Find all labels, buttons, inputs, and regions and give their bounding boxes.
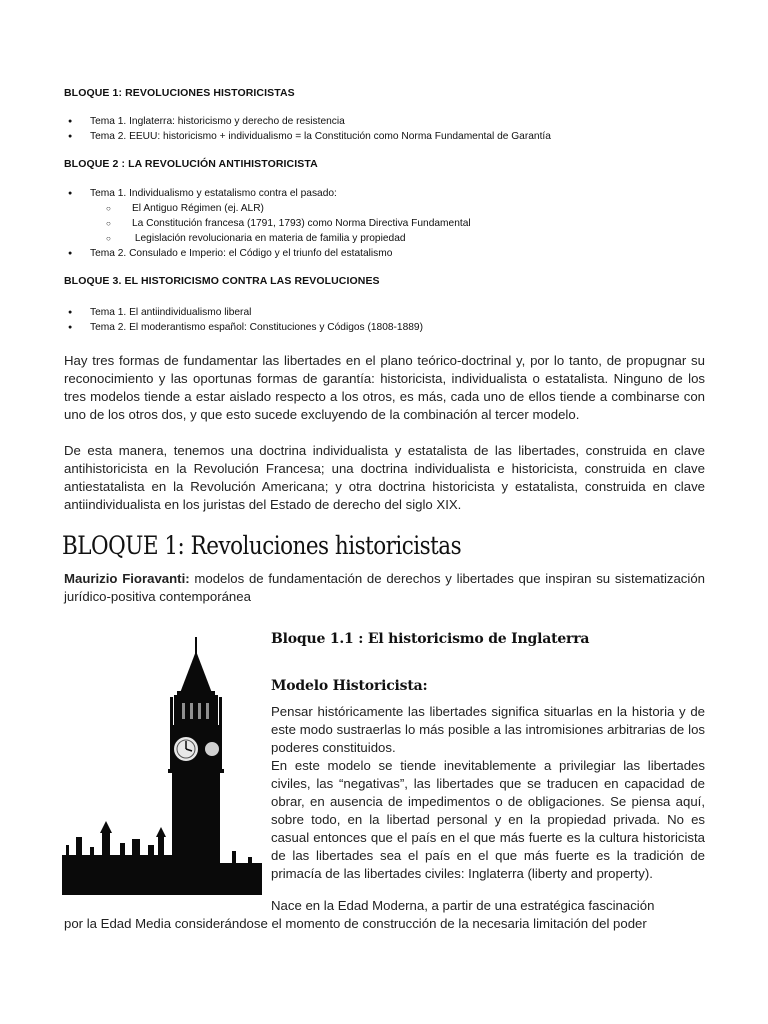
list-item: ● Tema 2. Consulado e Imperio: el Código y el triunfo del estatalismo bbox=[64, 246, 471, 261]
bloque2-list bbox=[64, 186, 471, 261]
big-ben-silhouette bbox=[62, 637, 262, 895]
bloque1-list bbox=[64, 114, 551, 144]
bloque2-sublist bbox=[64, 201, 471, 246]
author-name: Maurizio Fioravanti: bbox=[64, 571, 190, 586]
model-heading: Modelo Historicista: bbox=[271, 678, 428, 694]
model-paragraph-2: En este modelo se tiende inevitablemente a privilegiar las libertades civiles, las “negativas”, las libertades que se traducen en capacidad de obrar, en ausencia de impedimentos o de obligaciones. Se piensa aquí, sobre todo, en la libertad personal y en la propiedad privada. No es casual entonces que el país en el que más fuerte es la cultura historicista de las libertades sea el país en el que más fuerte es la tradición de primacía de las libertades civiles: Inglaterra (liberty and property). bbox=[271, 758, 705, 881]
section-title: BLOQUE 1: Revoluciones historicistas bbox=[62, 531, 462, 560]
subsection-heading: Bloque 1.1 : El historicismo de Inglaterra bbox=[271, 631, 590, 647]
list-item: ● Tema 2. El moderantismo español: Constituciones y Códigos (1808-1889) bbox=[64, 320, 423, 335]
bloque3-list bbox=[64, 305, 423, 335]
author-paragraph bbox=[64, 570, 705, 606]
list-item: ● Tema 1. El antiindividualismo liberal bbox=[64, 305, 423, 320]
intro-paragraph-2: De esta manera, tenemos una doctrina individualista y estatalista de las libertades, construida en clave antihistoricista en la Revolución Francesa; una doctrina individualista e historicista, construida en clave antiestatalista en la Revolución Americana; y otra doctrina historicista y estatalista, construida en clave antiindividualista en los juristas del Estado de derecho del siglo XIX. bbox=[64, 443, 705, 512]
bloque3-heading: BLOQUE 3. EL HISTORICISMO CONTRA LAS REVOLUCIONES bbox=[64, 275, 380, 287]
model-paragraph-3-line1: Nace en la Edad Moderna, a partir de una estratégica fascinación bbox=[271, 898, 655, 913]
list-item: ● Tema 1. Inglaterra: historicismo y derecho de resistencia bbox=[64, 114, 551, 129]
author-description: modelos de fundamentación de derechos y libertades que inspiran su sistematización jurídico-positiva contemporánea bbox=[64, 571, 706, 604]
model-paragraph-1: Pensar históricamente las libertades significa situarlas en la historia y de este modo sustraerlas lo más posible a las intromisiones arbitrarias de los poderes constituidos. bbox=[271, 704, 705, 755]
sublist-item: ○ La Constitución francesa (1791, 1793) como Norma Directiva Fundamental bbox=[64, 216, 471, 231]
sublist-item: ○ Legislación revolucionaria en materia de familia y propiedad bbox=[64, 231, 471, 246]
list-item: ● Tema 2. EEUU: historicismo + individualismo = la Constitución como Norma Fundamental de Garantía bbox=[64, 129, 551, 144]
list-item: ● Tema 1. Individualismo y estatalismo contra el pasado: bbox=[64, 186, 471, 201]
sublist-container bbox=[64, 201, 471, 246]
sublist-item: ○ El Antiguo Régimen (ej. ALR) bbox=[64, 201, 471, 216]
model-paragraph-3-line2: por la Edad Media considerándose el momento de construcción de la necesaria limitación del poder bbox=[64, 916, 647, 931]
bloque1-heading: BLOQUE 1: REVOLUCIONES HISTORICISTAS bbox=[64, 87, 295, 99]
bloque2-heading: BLOQUE 2 : LA REVOLUCIÓN ANTIHISTORICISTA bbox=[64, 158, 318, 170]
intro-paragraph-1: Hay tres formas de fundamentar las libertades en el plano teórico-doctrinal y, por lo tanto, de propugnar su reconocimiento y las oportunas formas de garantía: historicista, individualista o estatalista. Ninguno de los tres modelos tiende a estar aislado respecto a los otros, es más, cada uno de ellos tiende a combinarse con uno de los otros dos, y que esto sucede excluyendo de la combinación al tercer modelo. bbox=[64, 353, 705, 422]
